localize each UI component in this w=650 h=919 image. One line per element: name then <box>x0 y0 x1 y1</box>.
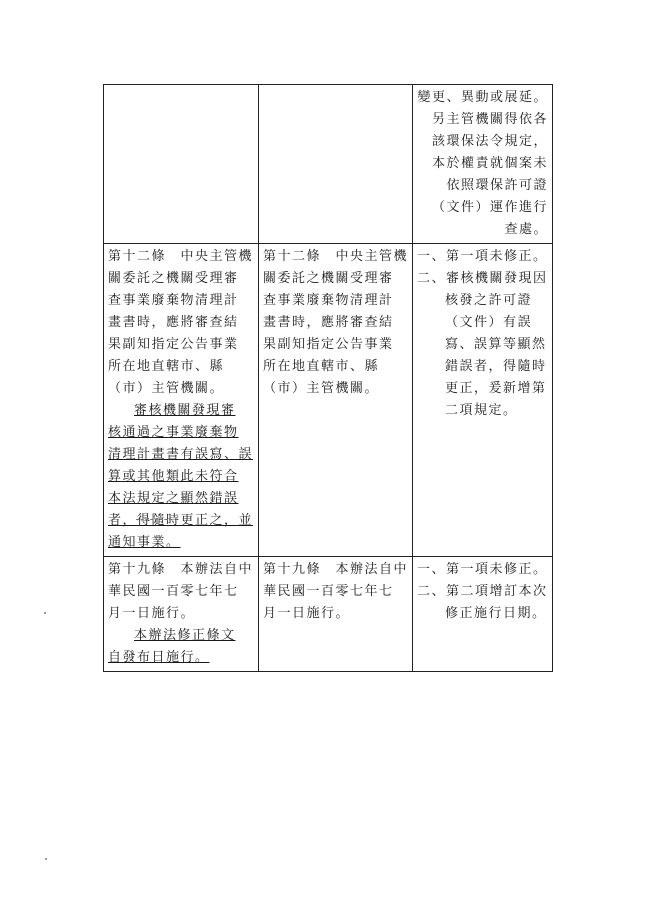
added-text-line: 審核機關發現審 <box>134 403 236 418</box>
text-line: 所在地直轄市、縣 <box>263 359 380 374</box>
added-text-line: 本法規定之顯然錯誤 <box>108 491 239 506</box>
text-line: （文件）運作進行 <box>432 200 549 215</box>
scan-speck <box>44 612 46 614</box>
text-line: 變更、異動或展延。 <box>417 90 549 105</box>
text-line: 第十九條 本辦法自中 <box>108 562 254 577</box>
table-row <box>104 85 553 244</box>
text-line: 華民國一百零七年七 <box>108 584 239 599</box>
comparison-table <box>103 84 553 672</box>
scan-dash-mark <box>136 519 172 520</box>
text-line: 依照環保許可證 <box>446 178 549 193</box>
added-text-line: 清理計畫書有誤寫、誤 <box>108 447 254 462</box>
text-line: 所在地直轄市、縣 <box>108 359 225 374</box>
text-line: 月一日施行。 <box>263 606 351 621</box>
explanation-item: 二、第二項增訂本次修正施行日期。 <box>417 584 548 621</box>
added-text-line: 本辦法修正條文 <box>134 628 236 643</box>
explanation-cell <box>413 557 553 672</box>
text-line: 月一日施行。 <box>108 606 196 621</box>
text-line: 果副知指定公告事業 <box>263 337 394 352</box>
text-line: 第十九條 本辦法自中 <box>263 562 409 577</box>
text-line: 另主管機關得依各 <box>432 112 549 127</box>
explanation-cell <box>413 85 553 244</box>
text-line: （市）主管機關。 <box>108 381 225 396</box>
current-text-cell <box>259 244 413 557</box>
scan-speck <box>45 858 47 860</box>
current-text-cell <box>259 85 413 244</box>
explanation-item: 一、第一項未修正。 <box>417 249 548 264</box>
text-line: 該環保法令規定， <box>432 134 549 149</box>
table-row <box>104 244 553 557</box>
added-text-line: 者，得隨時更正之，並 <box>108 513 254 528</box>
added-text-line: 自發布日施行。 <box>108 650 210 665</box>
added-text-line: 算或其他類此未符合 <box>108 469 239 484</box>
text-line: 關委託之機關受理審 <box>263 271 394 286</box>
text-line: 第十二條 中央主管機 <box>263 249 409 264</box>
added-text-line: 核通過之事業廢棄物 <box>108 425 239 440</box>
text-line: 查事業廢棄物清理計 <box>263 293 394 308</box>
added-text-line: 通知事業。 <box>108 535 181 550</box>
amended-text-cell <box>104 557 259 672</box>
text-line: 查處。 <box>504 222 549 237</box>
text-line: 畫書時，應將審查結 <box>263 315 394 330</box>
table-row <box>104 557 553 672</box>
current-text-cell <box>259 557 413 672</box>
text-line: 第十二條 中央主管機 <box>108 249 254 264</box>
text-line: 本於權責就個案未 <box>432 156 549 171</box>
text-line: 關委託之機關受理審 <box>108 271 239 286</box>
text-line: 畫書時，應將審查結 <box>108 315 239 330</box>
explanation-item: 二、審核機關發現因核發之許可證（文件）有誤寫、誤算等顯然錯誤者，得隨時更正，爰新增第二項規定。 <box>417 271 548 418</box>
text-line: 果副知指定公告事業 <box>108 337 239 352</box>
text-line: 查事業廢棄物清理計 <box>108 293 239 308</box>
amended-text-cell <box>104 85 259 244</box>
explanation-item: 一、第一項未修正。 <box>417 562 548 577</box>
text-line: 華民國一百零七年七 <box>263 584 394 599</box>
text-line: （市）主管機關。 <box>263 381 380 396</box>
amended-text-cell <box>104 244 259 557</box>
explanation-cell <box>413 244 553 557</box>
